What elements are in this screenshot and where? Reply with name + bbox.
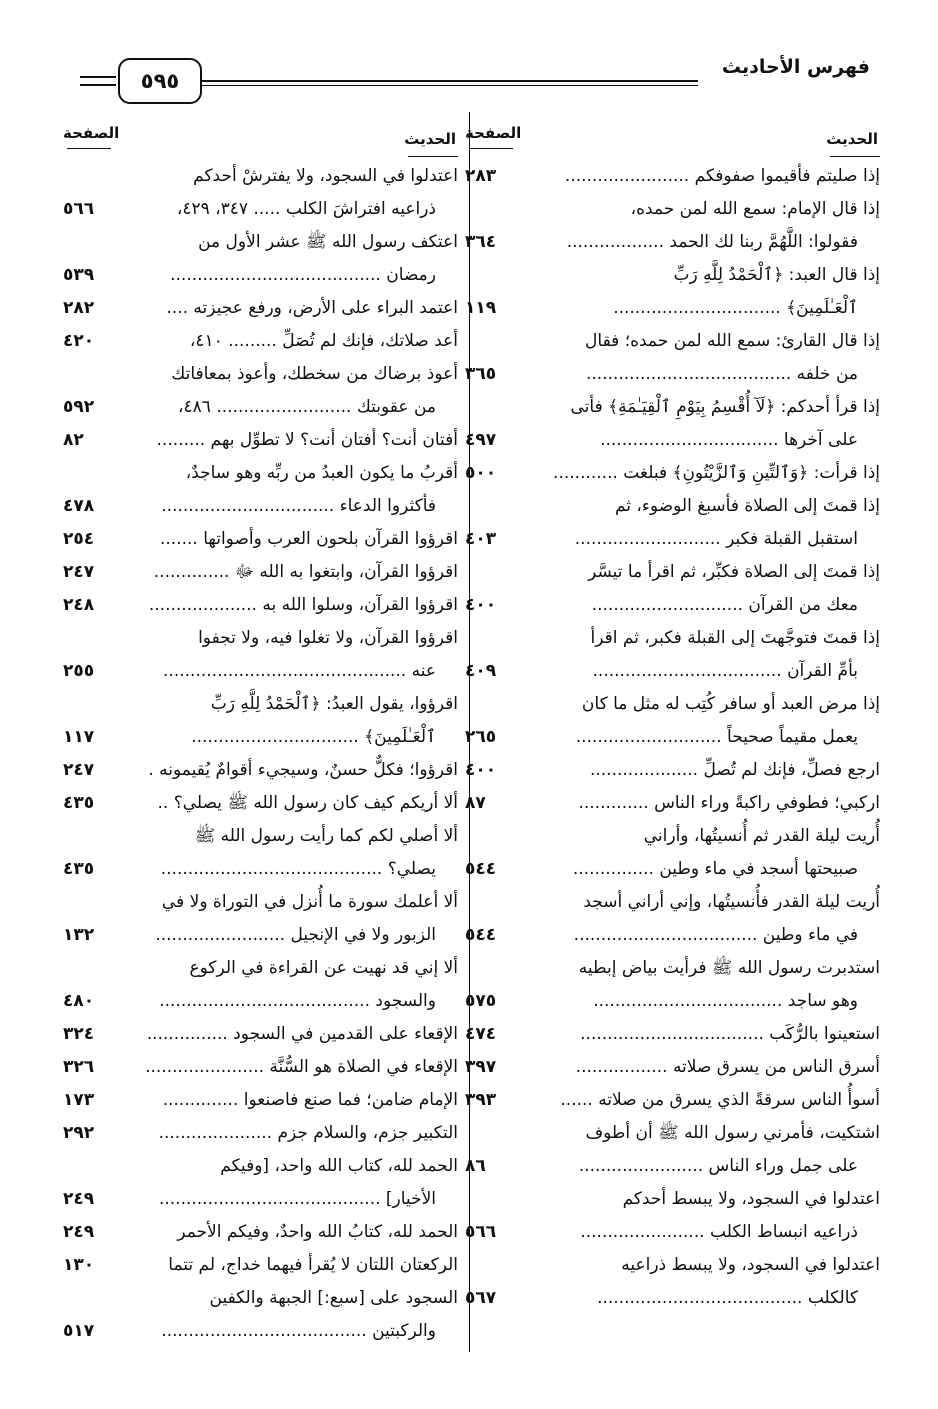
- entry-text: معك من القرآن ............................: [591, 595, 858, 615]
- entry-text: أسرق الناس من يسرق صلاته .................: [575, 1057, 880, 1077]
- entry-page-number: ٢٥٥: [63, 661, 95, 681]
- entry-page-number: ٢٨٢: [63, 298, 95, 318]
- index-entry: [465, 985, 880, 1018]
- entry-text: والسجود .......................................: [159, 991, 436, 1011]
- entry-page-number: ٢٤٩: [63, 1222, 95, 1242]
- entry-page-number: ٤٣٥: [63, 793, 95, 813]
- page-header: [0, 0, 938, 110]
- entry-text: فأكثروا الدعاء ................................: [161, 496, 436, 516]
- entry-text: إذا قرأت: ﴿وَٱلتِّينِ وَٱلزَّيْتُونِ﴾ فبلغت ............: [553, 463, 880, 483]
- entry-page-number: ٥٤٤: [465, 925, 497, 945]
- index-entry: [63, 1183, 458, 1216]
- index-entry: [63, 259, 458, 292]
- index-entry: [63, 1249, 458, 1282]
- entry-page-number: ٤٧٤: [465, 1024, 497, 1044]
- entry-text: الإقعاء في الصلاة هو السُّنَّة ......................: [145, 1057, 458, 1077]
- index-entry: [63, 589, 458, 622]
- entry-text: رمضان .......................................: [170, 265, 436, 285]
- index-entry: [465, 688, 880, 721]
- right-entries: [465, 160, 880, 1315]
- index-entry: [63, 622, 458, 655]
- entry-page-number: ٥٦٦: [465, 1222, 497, 1242]
- page-heading-underline: [469, 148, 513, 149]
- entry-page-number: ٢٨٣: [465, 166, 497, 186]
- entry-page-number: ٥٦٦: [63, 199, 95, 219]
- index-entry: [465, 1084, 880, 1117]
- index-entry: [465, 1183, 880, 1216]
- index-entry: [465, 1216, 880, 1249]
- entry-page-number: ٤٩٧: [465, 430, 497, 450]
- entry-text: أقربُ ما يكون العبدُ من ربِّه وهو ساجدٌ،: [185, 463, 458, 483]
- entry-text: أُريت ليلة القدر فأُنسيتُها، وإني أراني أسجد: [583, 892, 880, 912]
- entry-text: الإمام ضامن؛ فما صنع فاصنعوا ..............: [162, 1090, 458, 1110]
- entry-text: اقرؤوا؛ فكلٌّ حسنٌ، وسيجيء أقوامٌ يُقيمونه .: [148, 760, 458, 780]
- entry-page-number: ٣٦٥: [465, 364, 497, 384]
- left-column: [63, 120, 458, 1348]
- entry-page-number: ٨٢: [63, 430, 84, 450]
- entry-page-number: ٤٨٠: [63, 991, 95, 1011]
- entry-text: الإقعاء على القدمين في السجود ...............: [146, 1024, 458, 1044]
- entry-text: اقرؤوا القرآن بلحون العرب وأصواتها .......: [159, 529, 458, 549]
- entry-text: فقولوا: اللَّهُمَّ ربنا لك الحمد ..................: [566, 232, 858, 252]
- entry-text: إذا قمتَ إلى الصلاة فأسبغ الوضوء، ثم: [614, 496, 880, 516]
- index-entry: [465, 457, 880, 490]
- index-entry: [63, 391, 458, 424]
- hadith-heading-underline: [830, 156, 880, 157]
- entry-text: ألا أعلمك سورة ما أُنزل في التوراة ولا في: [161, 892, 458, 912]
- header-rule-left-lower: [80, 84, 116, 86]
- entry-text: من خلفه ......................................: [585, 364, 858, 384]
- hadith-heading-underline: [408, 156, 458, 157]
- entry-text: والركبتين ......................................: [161, 1321, 436, 1341]
- index-entry: [63, 1150, 458, 1183]
- index-entry: [63, 556, 458, 589]
- entry-text: بأمِّ القرآن ...................................: [592, 661, 858, 681]
- entry-text: من عقوبتك ......................... ٤٨٦،: [178, 397, 436, 417]
- index-entry: [465, 919, 880, 952]
- index-entry: [63, 886, 458, 919]
- index-entry: [63, 226, 458, 259]
- index-entry: [63, 292, 458, 325]
- index-entry: [465, 952, 880, 985]
- page-heading: الصفحة: [63, 124, 120, 142]
- index-entry: [465, 226, 880, 259]
- entry-text: إذا قال القارئ: سمع الله لمن حمده؛ فقال: [585, 331, 880, 351]
- entry-text: ألا أريكم كيف كان رسول الله ﷺ يصلي؟ ..: [157, 793, 458, 813]
- entry-text: اعتدلوا في السجود، ولا يبسط ذراعيه: [621, 1255, 880, 1275]
- entry-page-number: ٤٢٠: [63, 331, 95, 351]
- entry-text: يعمل مقيماً صحيحاً ...........................: [575, 727, 858, 747]
- entry-text: ارجع فصلِّ، فإنك لم تُصلِّ ....................: [589, 760, 880, 780]
- entry-text: إذا قمتَ فتوجَّهتَ إلى القبلة فكبر، ثم اقرأ: [590, 628, 880, 648]
- entry-text: أفتان أنت؟ أفتان أنت؟ لا تطوِّل بهم .........: [156, 430, 458, 450]
- entry-text: الحمد لله، كتابُ الله واحدٌ، وفيكم الأحمر: [177, 1222, 458, 1242]
- entry-page-number: ٥١٧: [63, 1321, 95, 1341]
- entry-page-number: ٢٤٨: [63, 595, 95, 615]
- index-entry: [63, 688, 458, 721]
- index-entry: [63, 523, 458, 556]
- index-entry: [465, 820, 880, 853]
- entry-text: إذا قرأ أحدكم: ﴿لَآ أُقْسِمُ بِيَوْمِ ٱلْقِيَـٰمَةِ﴾ فأتى: [570, 397, 880, 417]
- page-heading-underline: [67, 148, 111, 149]
- header-rule-left: [80, 76, 116, 78]
- index-entry: [63, 1216, 458, 1249]
- entry-page-number: ١٣٠: [63, 1255, 95, 1275]
- index-entry: [465, 490, 880, 523]
- entry-page-number: ٣٩٧: [465, 1057, 497, 1077]
- index-entry: [63, 1084, 458, 1117]
- index-entry: [465, 523, 880, 556]
- entry-page-number: ٤٠٩: [465, 661, 497, 681]
- entry-text: الزبور ولا في الإنجيل ........................: [155, 925, 436, 945]
- entry-text: إذا قال العبد: ﴿ٱلْحَمْدُ لِلَّهِ رَبِّ: [673, 265, 880, 285]
- index-entry: [63, 325, 458, 358]
- page-heading: الصفحة: [465, 124, 522, 142]
- index-entry: [63, 160, 458, 193]
- column-header: [63, 120, 458, 160]
- entry-text: التكبير جزم، والسلام جزم .....................: [158, 1123, 458, 1143]
- index-entry: [63, 919, 458, 952]
- index-entry: [465, 655, 880, 688]
- index-title: فهرس الأحاديث: [721, 56, 870, 78]
- column-header: [465, 120, 880, 160]
- entry-text: اقرؤوا القرآن، وابتغوا به الله ﷻ ..............: [153, 562, 458, 582]
- entry-text: عنه .............................................: [163, 661, 436, 681]
- entry-page-number: ٢٩٢: [63, 1123, 95, 1143]
- entry-text: اعتدلوا في السجود، ولا يفترشْ أحدكم: [193, 166, 458, 186]
- entry-page-number: ٣٢٦: [63, 1057, 95, 1077]
- entry-text: أُريت ليلة القدر ثم أُنسيتُها، وأراني: [643, 826, 880, 846]
- index-entry: [465, 1117, 880, 1150]
- entry-page-number: ٣٢٤: [63, 1024, 95, 1044]
- entry-page-number: ٨٧: [465, 793, 486, 813]
- entry-text: اقرؤوا القرآن، وسلوا الله به ....................: [148, 595, 458, 615]
- entry-text: ألا أصلي لكم كما رأيت رسول الله ﷺ: [194, 826, 458, 846]
- index-entry: [465, 1249, 880, 1282]
- entry-text: ٱلْعَـٰلَمِينَ﴾ ...............................: [191, 727, 436, 747]
- index-entry: [465, 259, 880, 292]
- index-entry: [63, 655, 458, 688]
- entry-text: إذا قال الإمام: سمع الله لمن حمده،: [630, 199, 880, 219]
- index-entry: [63, 952, 458, 985]
- index-entry: [63, 1117, 458, 1150]
- entry-text: اقرؤوا القرآن، ولا تغلوا فيه، ولا تجفوا: [198, 628, 458, 648]
- index-entry: [63, 721, 458, 754]
- entry-text: إذا قمتَ إلى الصلاة فكبِّر، ثم اقرأ ما تيسَّر: [588, 562, 880, 582]
- index-entry: [465, 193, 880, 226]
- index-entry: [465, 721, 880, 754]
- entry-text: أعوذ برضاك من سخطك، وأعوذ بمعافاتك: [171, 364, 458, 384]
- entry-page-number: ٥٧٥: [465, 991, 497, 1011]
- entry-text: إذا مرض العبد أو سافر كُتِب له مثل ما كان: [581, 694, 880, 714]
- index-entry: [63, 1282, 458, 1315]
- entry-page-number: ٣٦٤: [465, 232, 497, 252]
- entry-page-number: ٤٣٥: [63, 859, 95, 879]
- index-entry: [465, 424, 880, 457]
- entry-page-number: ١١٧: [63, 727, 95, 747]
- entry-text: على آخرها .................................: [600, 430, 858, 450]
- index-entry: [465, 358, 880, 391]
- entry-text: ذراعيه افتراشَ الكلب ..... ٣٤٧، ٤٢٩،: [176, 199, 436, 219]
- entry-text: استقبل القبلة فكبر ...........................: [574, 529, 858, 549]
- header-rule-thin: [200, 85, 698, 86]
- entry-page-number: ٤٠٠: [465, 760, 497, 780]
- entry-page-number: ٨٦: [465, 1156, 486, 1176]
- entry-text: استعينوا بالرُّكَب ..................................: [580, 1024, 880, 1044]
- hadith-heading: الحديث: [826, 130, 878, 148]
- index-entry: [63, 853, 458, 886]
- index-entry: [63, 490, 458, 523]
- entry-text: السجود على [سبع:] الجبهة والكفين: [209, 1288, 458, 1308]
- entry-page-number: ٢٤٧: [63, 760, 95, 780]
- index-entry: [63, 787, 458, 820]
- index-entry: [465, 556, 880, 589]
- entry-text: الحمد لله، كتاب الله واحد، [وفيكم: [220, 1156, 458, 1176]
- index-entry: [465, 589, 880, 622]
- index-entry: [63, 985, 458, 1018]
- hadith-heading: الحديث: [404, 130, 456, 148]
- entry-page-number: ٥٦٧: [465, 1288, 497, 1308]
- header-rule: [200, 80, 698, 82]
- index-entry: [465, 622, 880, 655]
- entry-text: إذا صليتم فأقيموا صفوفكم .......................: [564, 166, 880, 186]
- entry-text: أعد صلاتك، فإنك لم تُصَلِّ ......... ٤١٠،: [189, 331, 458, 351]
- entry-text: صبيحتها أسجد في ماء وطين ...............: [572, 859, 858, 879]
- entry-page-number: ٤٠٣: [465, 529, 497, 549]
- right-column: [465, 120, 880, 1315]
- entry-page-number: ١٣٢: [63, 925, 95, 945]
- entry-text: الركعتان اللتان لا يُقرأ فيهما خداج، لم تتما: [168, 1255, 458, 1275]
- index-entry: [465, 1051, 880, 1084]
- entry-text: اشتكيت، فأمرني رسول الله ﷺ أن أطوف: [585, 1123, 880, 1143]
- entry-text: اركبي؛ فطوفي راكبةً وراء الناس .............: [578, 793, 880, 813]
- entry-page-number: ٢٤٧: [63, 562, 95, 582]
- entry-text: ألا إني قد نهيت عن القراءة في الركوع: [189, 958, 458, 978]
- entry-page-number: ٥٤٤: [465, 859, 497, 879]
- entry-text: وهو ساجد ...................................: [593, 991, 858, 1011]
- entry-page-number: ٢٥٤: [63, 529, 95, 549]
- index-entry: [63, 424, 458, 457]
- entry-page-number: ٤٠٠: [465, 595, 497, 615]
- entry-text: في ماء وطين ..................................: [573, 925, 858, 945]
- index-entry: [465, 853, 880, 886]
- index-entry: [465, 1282, 880, 1315]
- entry-page-number: ٥٠٠: [465, 463, 497, 483]
- index-entry: [63, 457, 458, 490]
- entry-page-number: ٢٦٥: [465, 727, 497, 747]
- entry-page-number: ٣٩٣: [465, 1090, 497, 1110]
- entry-text: ذراعيه انبساط الكلب .......................: [580, 1222, 858, 1242]
- index-entry: [63, 754, 458, 787]
- entry-text: استدبرت رسول الله ﷺ فرأيت بياض إبطيه: [578, 958, 880, 978]
- entry-text: اعتكف رسول الله ﷺ عشر الأول من: [198, 232, 458, 252]
- left-entries: [63, 160, 458, 1348]
- index-entry: [465, 292, 880, 325]
- index-entry: [465, 325, 880, 358]
- index-entry: [63, 1315, 458, 1348]
- page-number: ٥٩٥: [118, 58, 202, 104]
- entry-text: الأخيار] .........................................: [158, 1189, 436, 1209]
- entry-page-number: ١١٩: [465, 298, 497, 318]
- entry-page-number: ٢٤٩: [63, 1189, 95, 1209]
- entry-page-number: ٥٣٩: [63, 265, 95, 285]
- entry-text: كالكلب ......................................: [597, 1288, 858, 1308]
- index-entry: [63, 1051, 458, 1084]
- entry-text: ٱلْعَـٰلَمِينَ﴾ ...............................: [613, 298, 858, 318]
- index-entry: [465, 1018, 880, 1051]
- index-entry: [465, 1150, 880, 1183]
- entry-text: على جمل وراء الناس .......................: [578, 1156, 858, 1176]
- index-entry: [63, 193, 458, 226]
- entry-page-number: ٥٩٢: [63, 397, 95, 417]
- index-entry: [63, 820, 458, 853]
- index-entry: [465, 787, 880, 820]
- entry-text: اعتمد البراء على الأرض، ورفع عجيزته ....: [166, 298, 458, 318]
- entry-page-number: ٤٧٨: [63, 496, 95, 516]
- entry-text: أسوأُ الناس سرقةً الذي يسرق من صلاته ......: [560, 1090, 880, 1110]
- index-entry: [465, 886, 880, 919]
- index-entry: [465, 391, 880, 424]
- index-entry: [465, 160, 880, 193]
- entry-text: اقرؤوا، يقول العبدُ: ﴿ٱلْحَمْدُ لِلَّهِ رَبِّ: [210, 694, 458, 714]
- entry-text: اعتدلوا في السجود، ولا يبسط أحدكم: [622, 1189, 880, 1209]
- index-entry: [63, 1018, 458, 1051]
- entry-page-number: ١٧٣: [63, 1090, 95, 1110]
- index-entry: [63, 358, 458, 391]
- entry-text: يصلي؟ .........................................: [160, 859, 436, 879]
- index-entry: [465, 754, 880, 787]
